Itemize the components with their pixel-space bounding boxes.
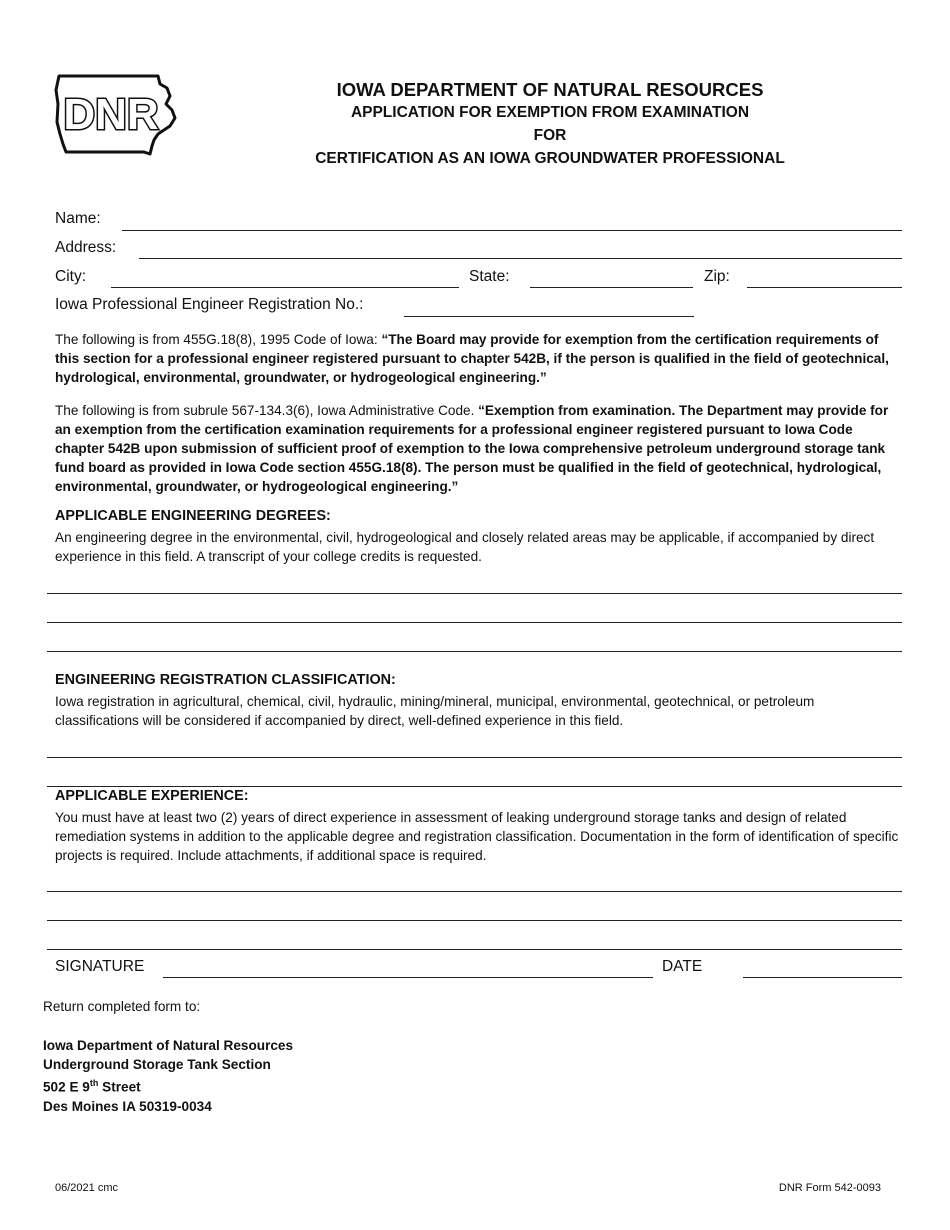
city-label: City: [55,268,86,285]
footer-revision: 06/2021 cmc [55,1182,118,1194]
city-field[interactable] [111,287,459,288]
degrees-answer-line-1[interactable] [47,593,902,594]
statute-2-intro: The following is from subrule 567-134.3(6), Iowa Administrative Code. [55,403,479,418]
date-field[interactable] [743,977,902,978]
degrees-answer-line-2[interactable] [47,622,902,623]
statute-1-intro: The following is from 455G.18(8), 1995 Code of Iowa: [55,332,382,347]
statute-1-quote: “The Board may provide for exemption from the certification requirements of this section for a professional engineer registered pursuant to chapter 542B, if the person is qualified in the field of geotechnical, hydrological, environmental, groundwater, or hydrogeological engineering.” [55,332,889,385]
name-label: Name: [55,210,101,227]
state-label: State: [469,268,510,285]
experience-text: You must have at least two (2) years of direct experience in assessment of leaking underground storage tanks and design of related remediation systems in addition to the applicable degree and registration classification. Documentation in the form of identification of specific projects is required. Include attachments, if additional space is required. [55,810,899,863]
degrees-title: APPLICABLE ENGINEERING DEGREES: [55,508,331,524]
return-address-line-2: Underground Storage Tank Section [43,1057,271,1072]
date-label: DATE [662,958,703,975]
footer-form-number: DNR Form 542-0093 [778,1182,881,1194]
classification-answer-line[interactable] [47,757,902,758]
statute-2-quote: “Exemption from examination. The Department may provide for an exemption from the certification examination requirements for a professional engineer registered pursuant to Iowa Code chapter 542B upon submission of sufficient proof of exemption to the Iowa comprehensive petroleum underground storage tank fund board as provided in Iowa Code section 455G.18(8). The person must be qualified in the field of geotechnical, hydrological, environmental, groundwater, or hydrogeological engineering.” [55,403,889,494]
form-subtitle: CERTIFICATION AS AN IOWA GROUNDWATER PROFESSIONAL [315,150,785,167]
form-title: APPLICATION FOR EXEMPTION FROM EXAMINATION [350,104,750,121]
address-field[interactable] [139,258,902,259]
return-address-line-3 [43,1074,293,1097]
statute-paragraph-2 [55,401,900,496]
experience-answer-line-2[interactable] [47,920,902,921]
zip-label: Zip: [704,268,730,285]
logo-text: DNR [63,90,159,139]
street-ordinal: th [89,1078,99,1088]
signature-label: SIGNATURE [55,958,145,975]
registration-label: Iowa Professional Engineer Registration No.: [55,296,364,313]
degrees-answer-line-3[interactable] [47,651,902,652]
experience-answer-line-3[interactable] [47,949,902,950]
agency-title: IOWA DEPARTMENT OF NATURAL RESOURCES [336,79,764,100]
street-name: Street [98,1079,141,1095]
state-field[interactable] [530,287,693,288]
zip-field[interactable] [747,287,902,288]
return-address-line-4: Des Moines IA 50319-0034 [43,1098,212,1114]
statute-paragraph-1 [55,330,900,387]
degrees-text: An engineering degree in the environmental, civil, hydrogeological and closely related areas may be applicable, if accompanied by direct experience in this field. A transcript of your college credits is requested. [55,530,875,564]
name-field[interactable] [122,230,902,231]
address-label: Address: [55,239,117,256]
form-title-for: FOR [533,127,567,144]
street-number: 502 E 9 [43,1079,90,1095]
registration-field[interactable] [404,316,694,317]
classification-text: Iowa registration in agricultural, chemical, civil, hydraulic, mining/mineral, municipal, environmental, geotechnical, or petroleum classifications will be considered if accompanied by direct, well-defined experience in this field. [55,694,815,728]
signature-field[interactable] [163,977,653,978]
experience-answer-line-1[interactable] [47,891,902,892]
classification-title: ENGINEERING REGISTRATION CLASSIFICATION: [55,672,396,688]
return-address-line-1: Iowa Department of Natural Resources [43,1038,294,1053]
experience-top-rule [47,786,902,787]
return-address [43,1036,293,1116]
return-intro: Return completed form to: [43,999,201,1014]
experience-title: APPLICABLE EXPERIENCE: [55,788,249,804]
